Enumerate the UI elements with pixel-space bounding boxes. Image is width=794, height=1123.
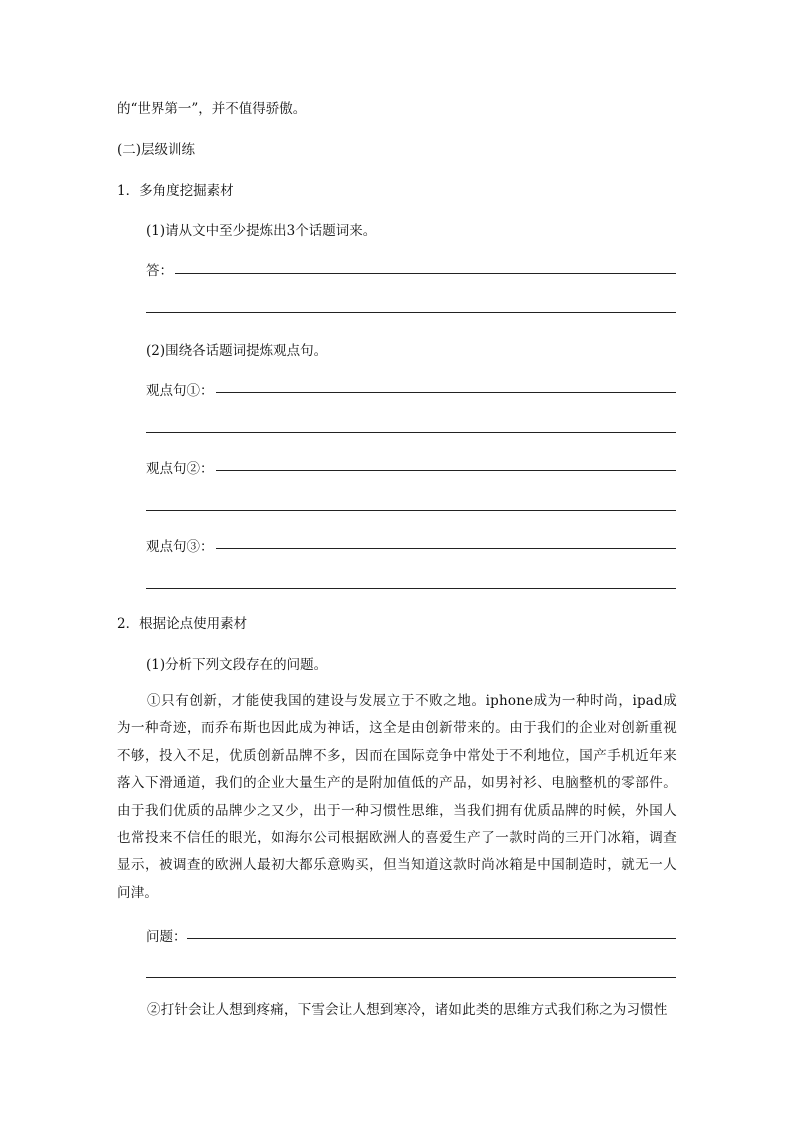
- viewpoint2-label: 观点句②：: [146, 461, 214, 477]
- viewpoint3-label: 观点句③：: [146, 539, 214, 555]
- viewpoint2-line-1[interactable]: [216, 470, 676, 471]
- item1-title: 1．多角度挖掘素材: [117, 183, 234, 199]
- viewpoint1-line-2[interactable]: [146, 432, 676, 433]
- answer-line-1[interactable]: [175, 273, 676, 274]
- viewpoint1-label: 观点句①：: [146, 383, 214, 399]
- section-heading: (二)层级训练: [117, 142, 196, 158]
- item1-question1: (1)请从文中至少提炼出3个话题词来。: [146, 223, 377, 239]
- problem-label: 问题：: [146, 929, 187, 945]
- viewpoint2-line-2[interactable]: [146, 510, 676, 511]
- item2-question1: (1)分析下列文段存在的问题。: [146, 657, 328, 673]
- answer-line-2[interactable]: [146, 312, 676, 313]
- item1-question2: (2)围绕各话题词提炼观点句。: [146, 343, 328, 359]
- viewpoint3-line-1[interactable]: [216, 548, 676, 549]
- answer-label: 答：: [146, 263, 173, 279]
- problem-line-2[interactable]: [146, 977, 676, 978]
- viewpoint3-line-2[interactable]: [146, 588, 676, 589]
- passage2-start: ②打针会让人想到疼痛，下雪会让人想到寒冷，诸如此类的思维方式我们称之为习惯性: [147, 1002, 668, 1018]
- intro-tail-text: 的“世界第一”，并不值得骄傲。: [117, 101, 307, 117]
- passage1-paragraph: ①只有创新，才能使我国的建设与发展立于不败之地。iphone成为一种时尚，ipad成为一种奇迹，而乔布斯也因此成为神话，这全是由创新带来的。由于我们的企业对创新重视不够，投入不足，优质创新品牌不多，因而在国际竞争中常处于不利地位，国产手机近年来落入下滑通道，我们的企业大量生产的是附加值低的产品，如男衬衫、电脑整机的零部件。由于我们优质的品牌少之又少，出于一种习惯性思维，当我们拥有优质品牌的时候，外国人也常投来不信任的眼光，如海尔公司根据欧洲人的喜爱生产了一款时尚的三开门冰箱，调查显示，被调查的欧洲人最初大都乐意购买，但当知道这款时尚冰箱是中国制造时，就无一人问津。: [117, 693, 677, 901]
- item2-title: 2．根据论点使用素材: [117, 616, 248, 632]
- problem-line-1[interactable]: [187, 938, 676, 939]
- viewpoint1-line-1[interactable]: [216, 392, 676, 393]
